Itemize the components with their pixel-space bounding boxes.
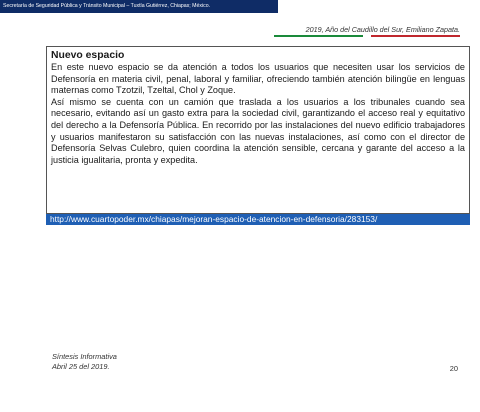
header-bar: [0, 0, 278, 13]
footer-title: Síntesis Informativa: [52, 352, 117, 361]
article-box: [46, 46, 470, 214]
article-paragraph: En este nuevo espacio se da atención a todos los usuarios que necesiten usar los servicios de Defensoría en materia civil, penal, laboral y familiar, ofreciendo también atención bilingüe en lenguas maternas como Tzotzil, Tzeltal, Chol y Zoque.: [51, 62, 465, 96]
motto-line-green: [274, 35, 363, 37]
article-body: [51, 62, 465, 166]
motto-line-red: [371, 35, 460, 37]
page-number: 20: [449, 364, 458, 373]
footer-date: Abril 25 del 2019.: [52, 361, 110, 371]
article-paragraph: Así mismo se cuenta con un camión que traslada a los usuarios a los tribunales cuando sea necesario, evitando así un gasto extra para la sociedad civil, garantizando el acceso real y equitativo del derecho a la Defensoría Pública. En recorrido por las instalaciones del nuevo edificio trabajadores y usuarios manifestaron su satisfacción con las nuevas instalaciones, así como con el director de Defensoría Selvas Culebro, quien coordina la atención sensible, cercana y garante del acceso a la justicia igualitaria, pronta y expedita.: [51, 96, 465, 165]
motto-text: 2019, Año del Caudillo del Sur, Emiliano Zapata.: [305, 25, 460, 34]
source-link[interactable]: http://www.cuartopoder.mx/chiapas/mejoran-espacio-de-atencion-en-defensoria/283153/: [46, 214, 470, 225]
header-text: Secretaría de Seguridad Pública y Tránsito Municipal – Tuxtla Gutiérrez, Chiapas; México.: [3, 3, 211, 9]
motto-underline: [274, 35, 460, 38]
footer-info: [52, 352, 117, 371]
article-title: Nuevo espacio: [51, 50, 125, 61]
